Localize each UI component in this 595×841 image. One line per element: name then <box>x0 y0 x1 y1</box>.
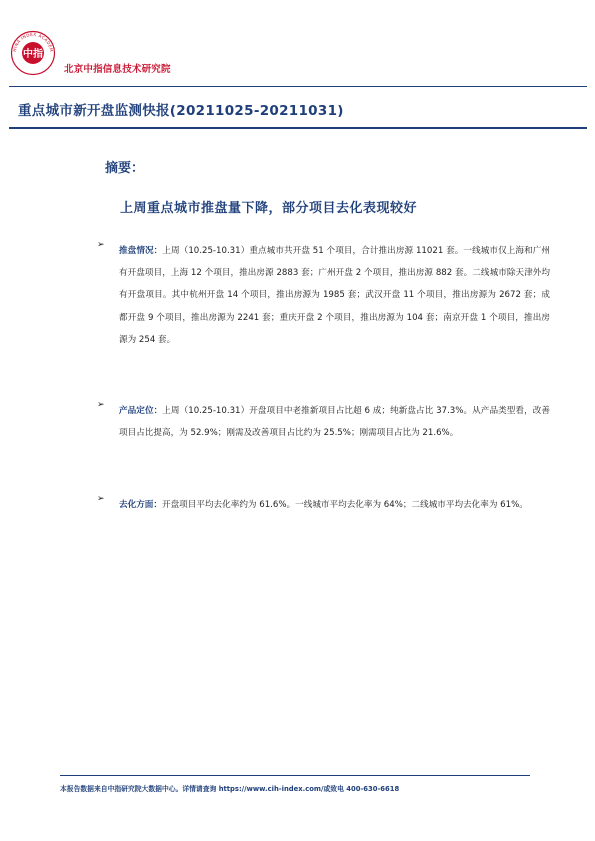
bullet-body <box>119 494 550 516</box>
footer-divider <box>60 775 530 776</box>
bullet-arrow-icon: ➢ <box>97 240 105 250</box>
footer-note: 本报告数据来自中指研究院大数据中心。详情请查询 https://www.cih-index.com/或致电 400-630-6618 <box>60 785 400 793</box>
bullet-lead: 去化方面： <box>119 500 162 510</box>
bullet-text: 开盘项目平均去化率约为 61.6%。一线城市平均去化率为 64%；二线城市平均去化率为 61%。 <box>161 500 528 510</box>
svg-text:中指: 中指 <box>23 49 43 60</box>
organization-name: 北京中指信息技术研究院 <box>64 64 171 75</box>
bullet-text: 上周（10.25-10.31）重点城市共开盘 51 个项目，合计推出房源 11021 套。一线城市仅上海和广州有开盘项目，上海 12 个项目，推出房源 2883 套；广州开盘 2 个项目，推出房源 882 套。二线城市除天津外均有开盘项目。其中杭州开盘 14 个项目，推出房源为 1985 套；武汉开盘 11 个项目，推出房源为 2672 套；成都开盘 9 个项目，推出房源为 2241 套；重庆开盘 2 个项目，推出房源为 104 套；南京开盘 1 个项目，推出房源为 254 套。 <box>119 246 550 345</box>
bullet-body <box>119 240 550 351</box>
header-divider <box>9 86 587 87</box>
china-index-academy-seal-icon <box>10 30 56 76</box>
bullet-text: 上周（10.25-10.31）开盘项目中老推新项目占比超 6 成；纯新盘占比 37.3%。从产品类型看，改善项目占比提高，为 52.9%；刚需及改善项目占比约为 25.5%；刚需项目占比为 21.6%。 <box>119 406 550 439</box>
bullet-lead: 产品定位： <box>119 406 163 416</box>
bullet-lead: 推盘情况： <box>119 246 163 256</box>
summary-headline: 上周重点城市推盘量下降，部分项目去化表现较好 <box>120 201 418 216</box>
summary-bullet-supply <box>97 240 550 351</box>
logo-ring-text: HINA INDEX ACADEM <box>11 31 55 53</box>
report-title: 重点城市新开盘监测快报(20211025-20211031) <box>18 103 344 119</box>
bullet-arrow-icon: ➢ <box>97 400 105 410</box>
summary-label: 摘要： <box>105 161 145 176</box>
summary-bullet-absorption <box>97 494 550 516</box>
bullet-body <box>119 400 550 444</box>
title-divider <box>9 127 587 129</box>
summary-bullet-product <box>97 400 550 444</box>
bullet-arrow-icon: ➢ <box>97 494 105 504</box>
organization-logo <box>10 30 56 76</box>
